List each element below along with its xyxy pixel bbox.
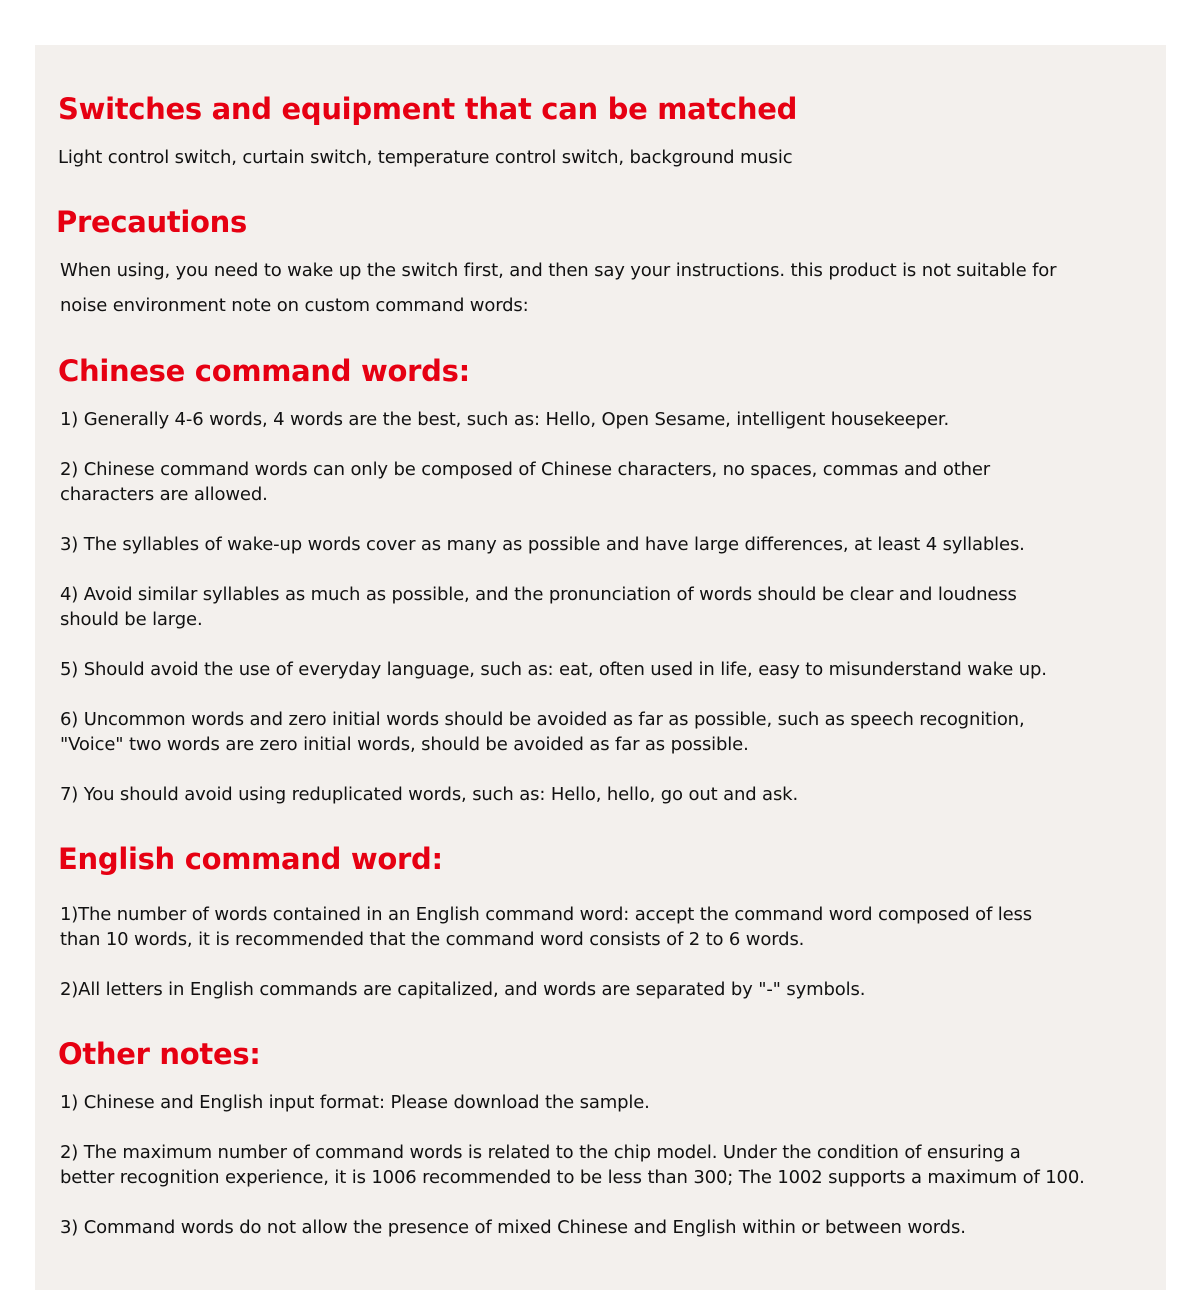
other-item-2-line-2: better recognition experience, it is 1006 recommended to be less than 300; The 1002 supports a maximum of 100. [60,1167,1085,1188]
precautions-line-2: noise environment note on custom command words: [60,295,529,316]
other-item-3-line-1: 3) Command words do not allow the presence of mixed Chinese and English within or between words. [60,1217,966,1238]
english-item-1-line-1: 1)The number of words contained in an English command word: accept the command word composed of less [60,904,1032,925]
chinese-item-4-line-2: should be large. [60,609,203,630]
chinese-item-4-line-1: 4) Avoid similar syllables as much as possible, and the pronunciation of words should be clear and loudness [60,584,1017,605]
matched-text: Light control switch, curtain switch, temperature control switch, background music [58,147,793,168]
chinese-item-2-line-2: characters are allowed. [60,484,268,505]
english-heading: English command word: [58,842,443,876]
english-item-2-line-1: 2)All letters in English commands are capitalized, and words are separated by "-" symbols. [60,979,866,1000]
matched-heading: Switches and equipment that can be matched [58,92,798,126]
chinese-item-7-line-1: 7) You should avoid using reduplicated words, such as: Hello, hello, go out and ask. [60,784,799,805]
other-item-1-line-1: 1) Chinese and English input format: Please download the sample. [60,1092,650,1113]
precautions-heading: Precautions [56,205,247,239]
other-item-2-line-1: 2) The maximum number of command words is related to the chip model. Under the condition of ensuring a [60,1142,1021,1163]
precautions-line-1: When using, you need to wake up the switch first, and then say your instructions. this product is not suitable for [60,260,1057,281]
other-heading: Other notes: [58,1037,261,1071]
chinese-item-1-line-1: 1) Generally 4-6 words, 4 words are the best, such as: Hello, Open Sesame, intelligent housekeeper. [60,409,950,430]
english-item-1-line-2: than 10 words, it is recommended that the command word consists of 2 to 6 words. [60,929,805,950]
chinese-heading: Chinese command words: [58,354,470,388]
chinese-item-6-line-2: "Voice" two words are zero initial words, should be avoided as far as possible. [60,734,749,755]
chinese-item-3-line-1: 3) The syllables of wake-up words cover as many as possible and have large differences, at least 4 syllables. [60,534,1025,555]
chinese-item-2-line-1: 2) Chinese command words can only be composed of Chinese characters, no spaces, commas and other [60,459,991,480]
chinese-item-6-line-1: 6) Uncommon words and zero initial words should be avoided as far as possible, such as speech recognition, [60,709,1025,730]
chinese-item-5-line-1: 5) Should avoid the use of everyday language, such as: eat, often used in life, easy to misunderstand wake up. [60,659,1047,680]
